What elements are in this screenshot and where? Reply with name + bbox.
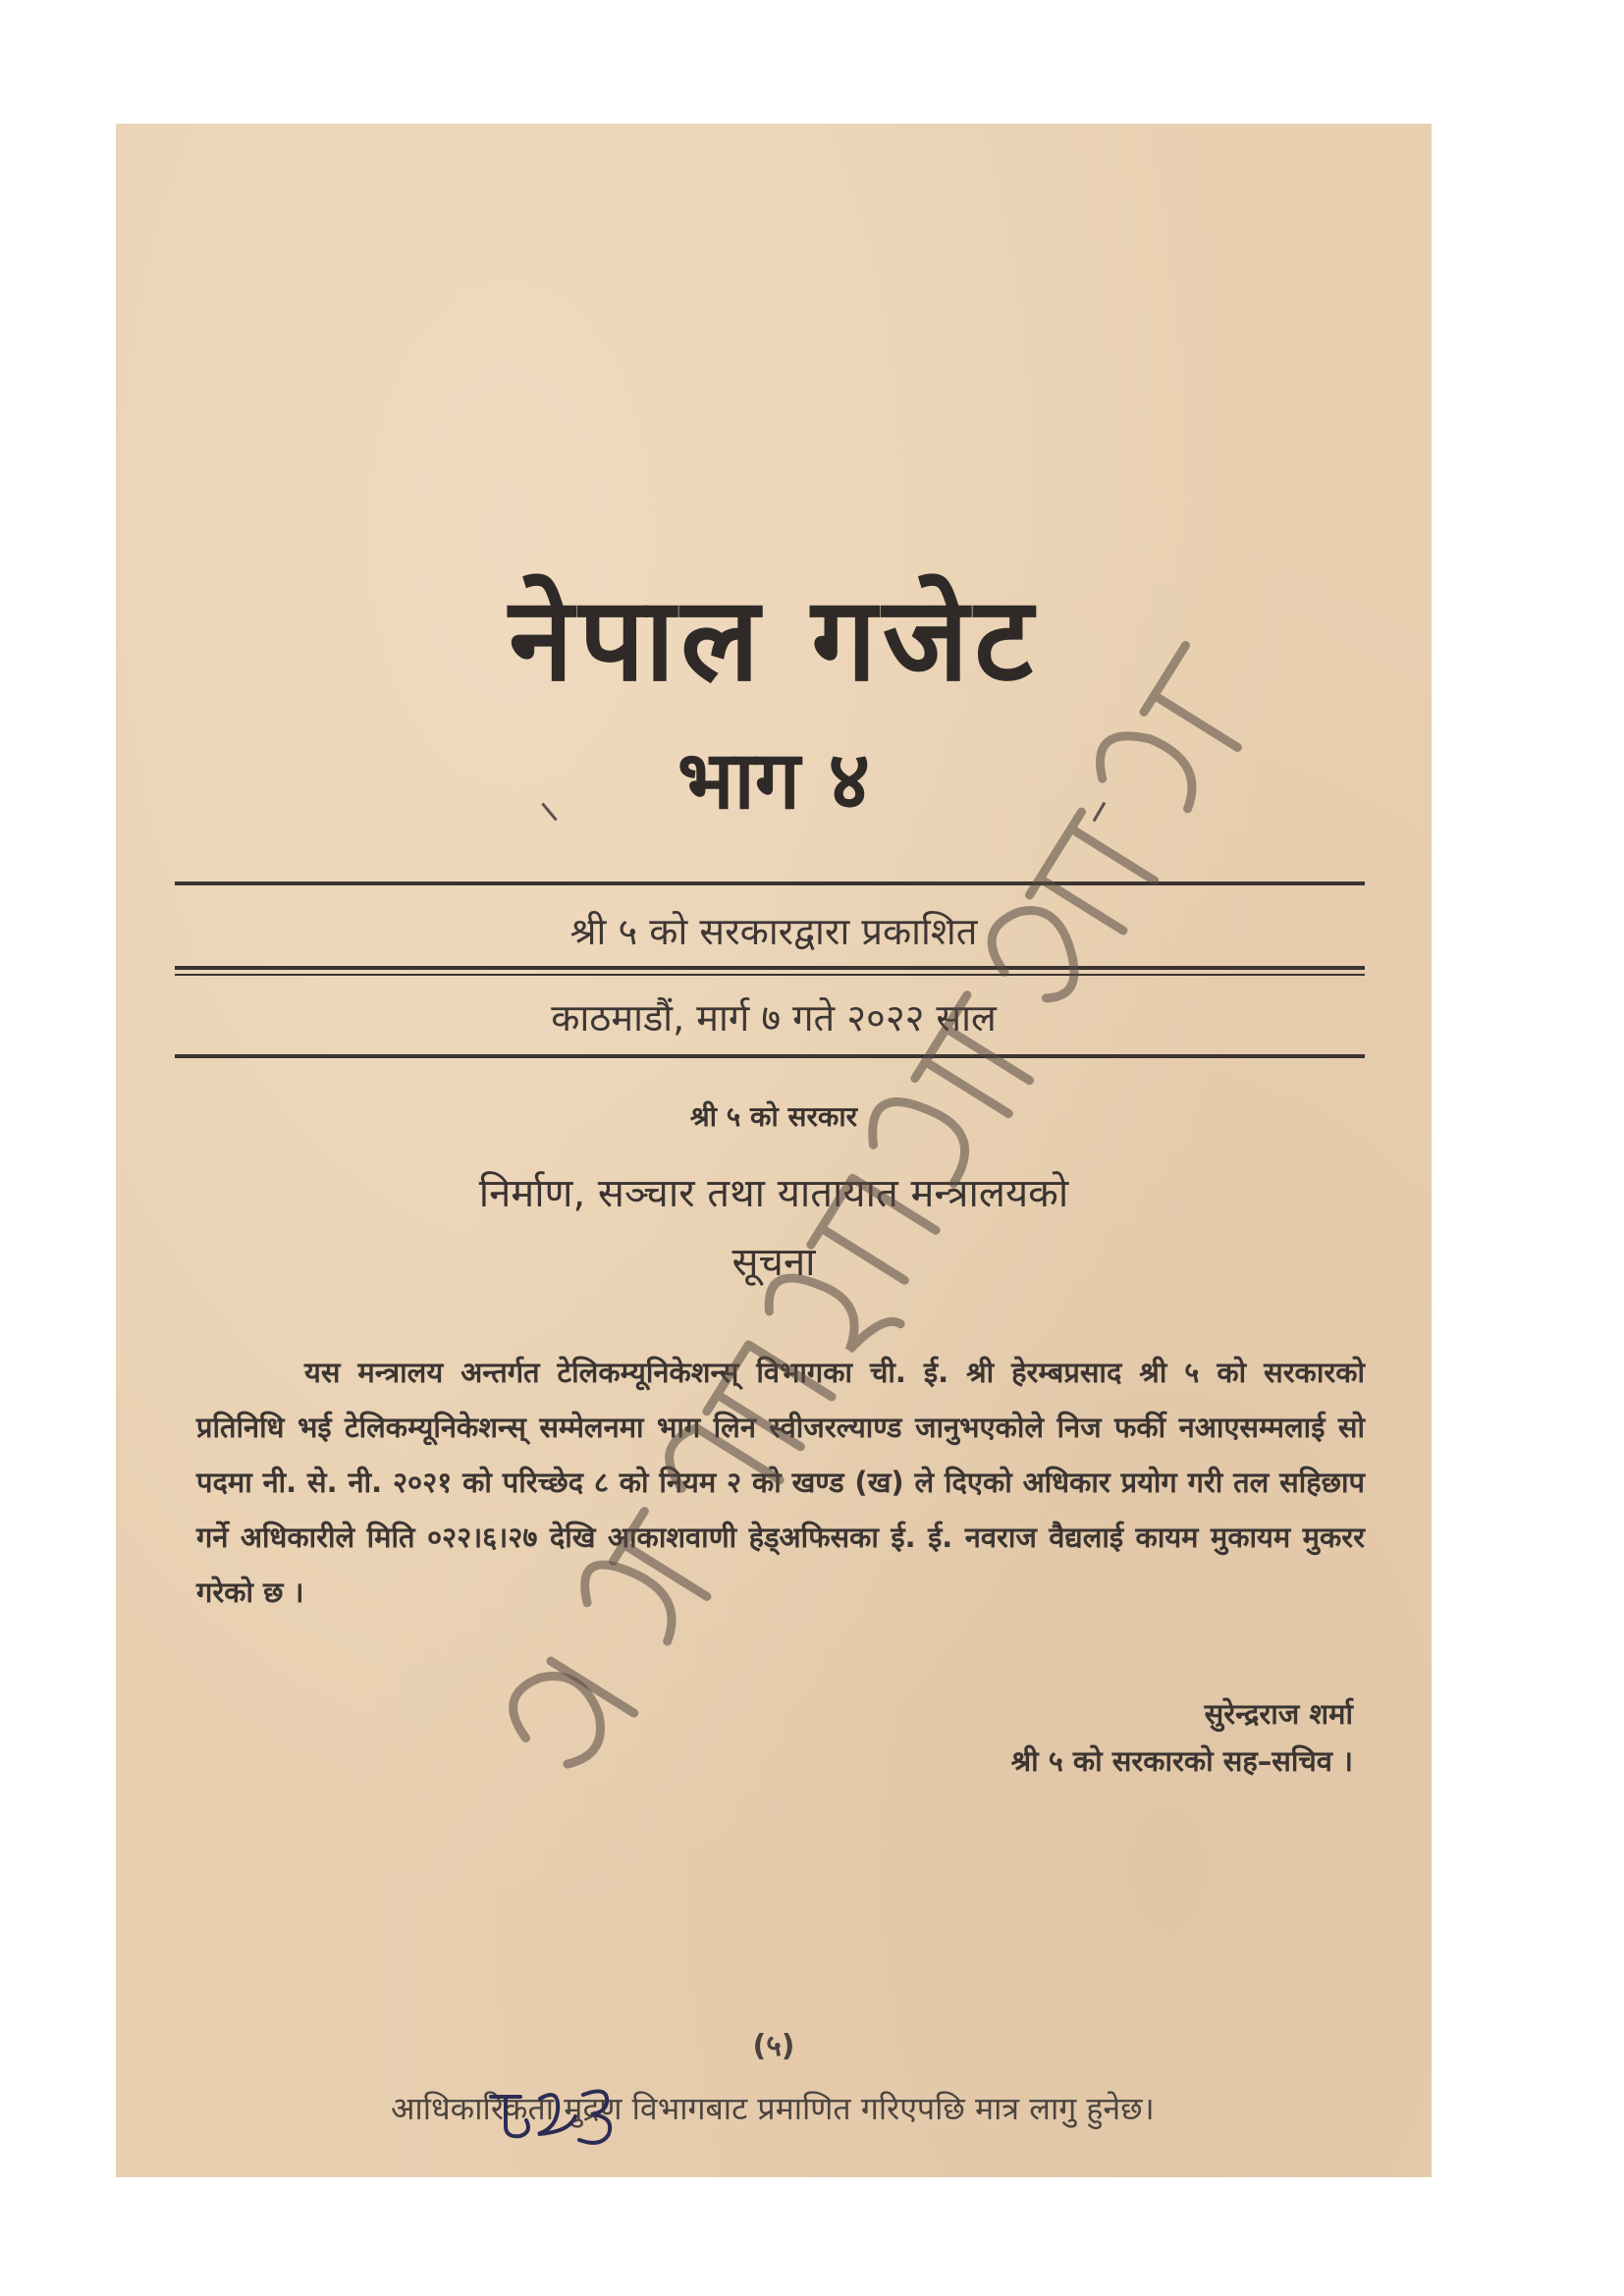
gazette-part: भाग ४	[677, 734, 871, 828]
top-rule	[175, 881, 1365, 885]
signatory-name: सुरेन्द्रराज शर्मा	[1204, 1697, 1353, 1731]
gazette-page	[116, 124, 1432, 2177]
handwritten-number	[481, 2077, 628, 2156]
footer-note: आधिकारिकता मुद्रण विभागबाट प्रमाणित गरिएपछि मात्र लागु हुनेछ।	[391, 2090, 1155, 2127]
double-rule-lower	[175, 974, 1365, 976]
notice-body: यस मन्त्रालय अन्तर्गत टेलिकम्यूनिकेशन्स् विभागका ची. ई. श्री हेरम्बप्रसाद श्री ५ को सरकारको प्रतिनिधि भई टेलिकम्यूनिकेशन्स् सम्मेलनमा भाग लिन स्वीजरल्याण्ड जानुभएकोले निज फर्की नआएसम्मलाई सो पदमा नी. से. नी. २०२१ को परिच्छेद ८ को नियम २ को खण्ड (ख) ले दिएको अधिकार प्रयोग गरी तल सहिछाप गर्ने अधिकारीले मिति ०२२।६।२७ देखि आकाशवाणी हेड्अफिसका ई. ई. नवराज वैद्यलाई कायम मुकायम मुकरर गरेको छ ।	[196, 1356, 1365, 1609]
authority-heading: श्री ५ को सरकार	[689, 1100, 858, 1133]
dateline: काठमाडौं, मार्ग ७ गते २०२२ साल	[551, 996, 997, 1040]
page-number: (५)	[752, 2029, 795, 2063]
double-rule-upper	[175, 966, 1365, 970]
gazette-title: नेपाल गजेट	[509, 571, 1039, 707]
signatory-designation: श्री ५ को सरकारको सह–सचिव ।	[1010, 1744, 1353, 1778]
publisher-line: श्री ५ को सरकारद्वारा प्रकाशित	[569, 910, 978, 953]
notice-heading: सूचना	[731, 1240, 816, 1285]
bottom-rule	[175, 1054, 1365, 1058]
ministry-heading: निर्माण, सञ्चार तथा यातायात मन्त्रालयको	[478, 1171, 1069, 1216]
